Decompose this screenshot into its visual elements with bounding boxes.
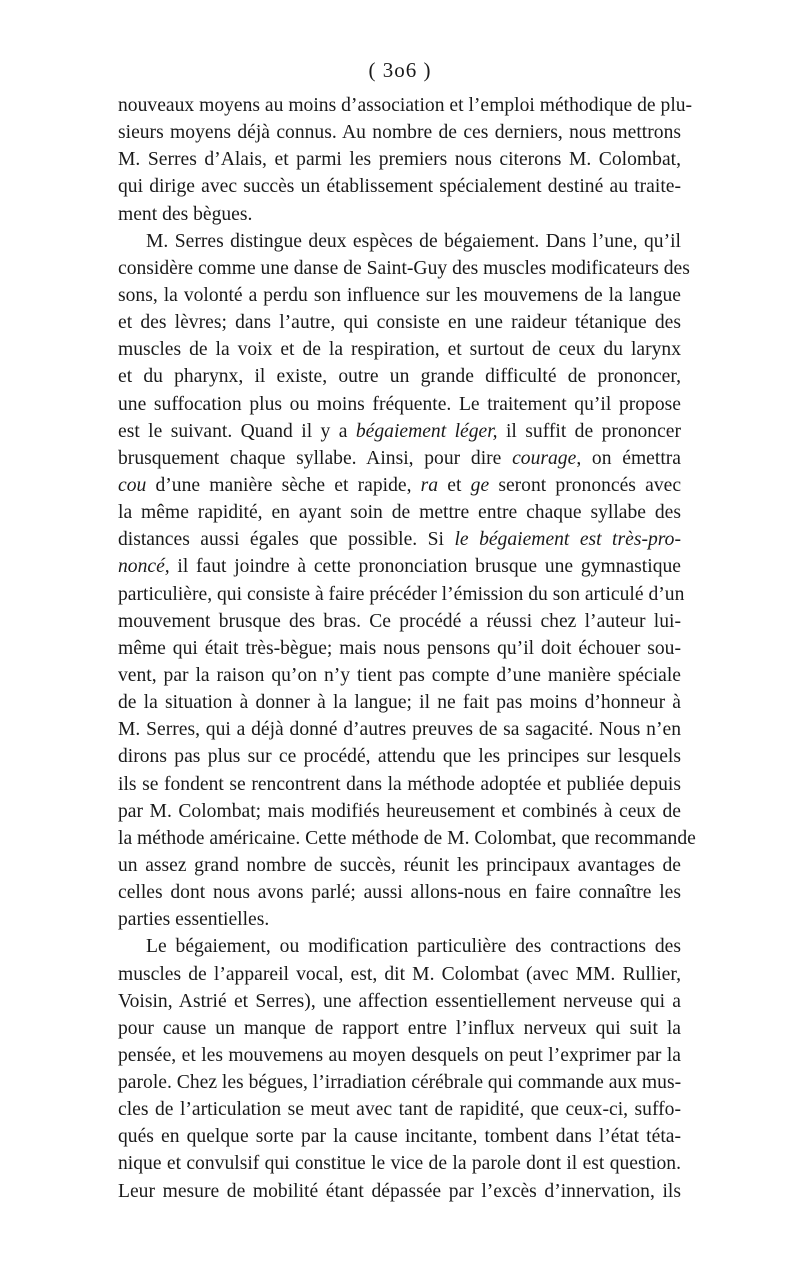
text-run: et des lèvres; dans l’autre, qui consiste en une raideur tétanique des xyxy=(118,312,681,334)
text-run: considère comme une danse de Saint-Guy des muscles modificateurs des xyxy=(118,257,690,279)
text-line xyxy=(118,716,681,743)
text-line xyxy=(118,499,681,526)
text-run: , on émettra xyxy=(576,447,681,469)
italic-text: courage xyxy=(512,447,577,469)
text-line xyxy=(118,798,681,825)
text-line xyxy=(118,146,681,173)
text-line xyxy=(118,391,681,418)
text-run: parties essentielles. xyxy=(118,909,270,931)
text-run: particulière, qui consiste à faire précéder l’émission du son articulé d’un xyxy=(118,583,685,605)
text-run: vent, par la raison qu’on n’y tient pas compte d’une manière spéciale xyxy=(118,664,681,686)
text-run: seront prononcés avec xyxy=(489,474,682,496)
text-run: distances aussi égales que possible. Si xyxy=(118,529,455,551)
text-line xyxy=(118,1069,681,1096)
text-run: Leur mesure de mobilité étant dépassée par l’excès d’innervation, ils xyxy=(118,1180,681,1202)
text-run: celles dont nous avons parlé; aussi allons-nous en faire connaître les xyxy=(118,882,681,904)
text-line xyxy=(118,418,681,445)
text-line xyxy=(118,608,681,635)
paragraph xyxy=(118,92,693,228)
text-line xyxy=(118,1123,681,1150)
text-line xyxy=(118,988,681,1015)
text-run: même qui était très-bègue; mais nous pensons qu’il doit échouer sou- xyxy=(118,637,681,659)
italic-text: cou xyxy=(118,474,147,496)
text-run: pour cause un manque de rapport entre l’influx nerveux qui suit la xyxy=(118,1017,681,1039)
text-line xyxy=(118,852,681,879)
page-number: ( 3o6 ) xyxy=(368,58,432,82)
text-run: la même rapidité, en ayant soin de mettre entre chaque syllabe des xyxy=(118,502,681,524)
text-run: M. Serres d’Alais, et parmi les premiers nous citerons M. Colombat, xyxy=(118,149,681,171)
text-line xyxy=(118,282,681,309)
text-line xyxy=(118,1178,681,1205)
text-line xyxy=(118,1015,681,1042)
text-run: et xyxy=(438,474,471,496)
text-run: par M. Colombat; mais modifiés heureusement et combinés à ceux de xyxy=(118,800,681,822)
italic-text: noncé, xyxy=(118,556,170,578)
text-run: il faut joindre à cette prononciation brusque une gymnastique xyxy=(169,556,681,578)
text-run: d’une manière sèche et rapide, xyxy=(146,474,421,496)
italic-text: ge xyxy=(470,474,490,496)
text-line xyxy=(118,526,681,553)
text-line xyxy=(118,906,681,933)
text-run: dirons pas plus sur ce procédé, attendu que les principes sur lesquels xyxy=(118,746,681,768)
text-line xyxy=(118,553,681,580)
text-line xyxy=(118,879,681,906)
text-line xyxy=(118,689,681,716)
text-run: est le suivant. Quand il y a xyxy=(118,420,356,442)
text-run: ils se fondent se rencontrent dans la méthode adoptée et publiée depuis xyxy=(118,773,681,795)
text-run: Voisin, Astrié et Serres), une affection essentiellement nerveuse qui a xyxy=(118,990,681,1012)
text-run: de la situation à donner à la langue; il ne fait pas moins d’honneur à xyxy=(118,692,681,714)
text-line xyxy=(118,662,681,689)
text-run: qui dirige avec succès un établissement spécialement destiné au traite- xyxy=(118,176,681,198)
text-line xyxy=(118,445,681,472)
text-run: un assez grand nombre de succès, réunit les principaux avantages de xyxy=(118,854,681,876)
text-line xyxy=(118,472,681,499)
text-run: Le bégaiement, ou modification particulière des contractions des xyxy=(146,936,681,958)
text-run: une suffocation plus ou moins fréquente. Le traitement qu’il propose xyxy=(118,393,681,415)
text-line xyxy=(118,309,681,336)
text-line xyxy=(118,635,681,662)
italic-text: le bégaiement est très-pro- xyxy=(454,529,681,551)
body-text xyxy=(118,92,696,1205)
text-line xyxy=(118,336,681,363)
text-line xyxy=(118,771,681,798)
text-line xyxy=(118,1042,681,1069)
text-run: parole. Chez les bégues, l’irradiation cérébrale qui commande aux mus- xyxy=(118,1072,682,1094)
text-line xyxy=(118,743,681,770)
text-run: nouveaux moyens au moins d’association et l’emploi méthodique de plu- xyxy=(118,95,693,116)
text-run: muscles de la voix et de la respiration, et surtout de ceux du larynx xyxy=(118,339,681,361)
paragraph xyxy=(118,228,696,934)
text-line xyxy=(118,363,681,390)
text-line xyxy=(118,1096,681,1123)
text-line xyxy=(118,92,693,119)
text-run: pensée, et les mouvemens au moyen desquels on peut l’exprimer par la xyxy=(118,1044,681,1066)
text-run: M. Serres distingue deux espèces de bégaiement. Dans l’une, qu’il xyxy=(146,230,681,252)
text-run: ment des bègues. xyxy=(118,203,253,225)
text-run: sons, la volonté a perdu son influence sur les mouvemens de la langue xyxy=(118,284,681,306)
text-line xyxy=(118,173,681,200)
text-run: et du pharynx, il existe, outre un grande difficulté de prononcer, xyxy=(118,366,681,388)
text-run: la méthode américaine. Cette méthode de M. Colombat, que recommande xyxy=(118,827,696,849)
text-run: brusquement chaque syllabe. Ainsi, pour dire xyxy=(118,447,513,469)
text-line xyxy=(118,1150,681,1177)
italic-text: ra xyxy=(420,474,439,496)
text-run: muscles de l’appareil vocal, est, dit M. Colombat (avec MM. Rullier, xyxy=(118,963,681,985)
text-run: nique et convulsif qui constitue le vice de la parole dont il est question. xyxy=(118,1153,681,1175)
text-run: il suffit de prononcer xyxy=(497,420,682,442)
text-line xyxy=(118,228,681,255)
text-line xyxy=(118,119,681,146)
text-run: mouvement brusque des bras. Ce procédé a réussi chez l’auteur lui- xyxy=(118,610,681,632)
text-line xyxy=(118,825,696,852)
text-run: qués en quelque sorte par la cause incitante, tombent dans l’état téta- xyxy=(118,1126,681,1148)
text-run: sieurs moyens déjà connus. Au nombre de ces derniers, nous mettrons xyxy=(118,122,681,144)
text-line xyxy=(118,933,681,960)
text-line xyxy=(118,201,681,228)
italic-text: bégaiement léger, xyxy=(355,420,498,442)
text-run: M. Serres, qui a déjà donné d’autres preuves de sa sagacité. Nous n’en xyxy=(118,719,681,741)
text-line xyxy=(118,961,681,988)
text-line xyxy=(118,255,690,282)
text-run: cles de l’articulation se meut avec tant de rapidité, que ceux-ci, suffo- xyxy=(118,1099,681,1121)
text-line xyxy=(118,581,685,608)
paragraph xyxy=(118,933,681,1204)
